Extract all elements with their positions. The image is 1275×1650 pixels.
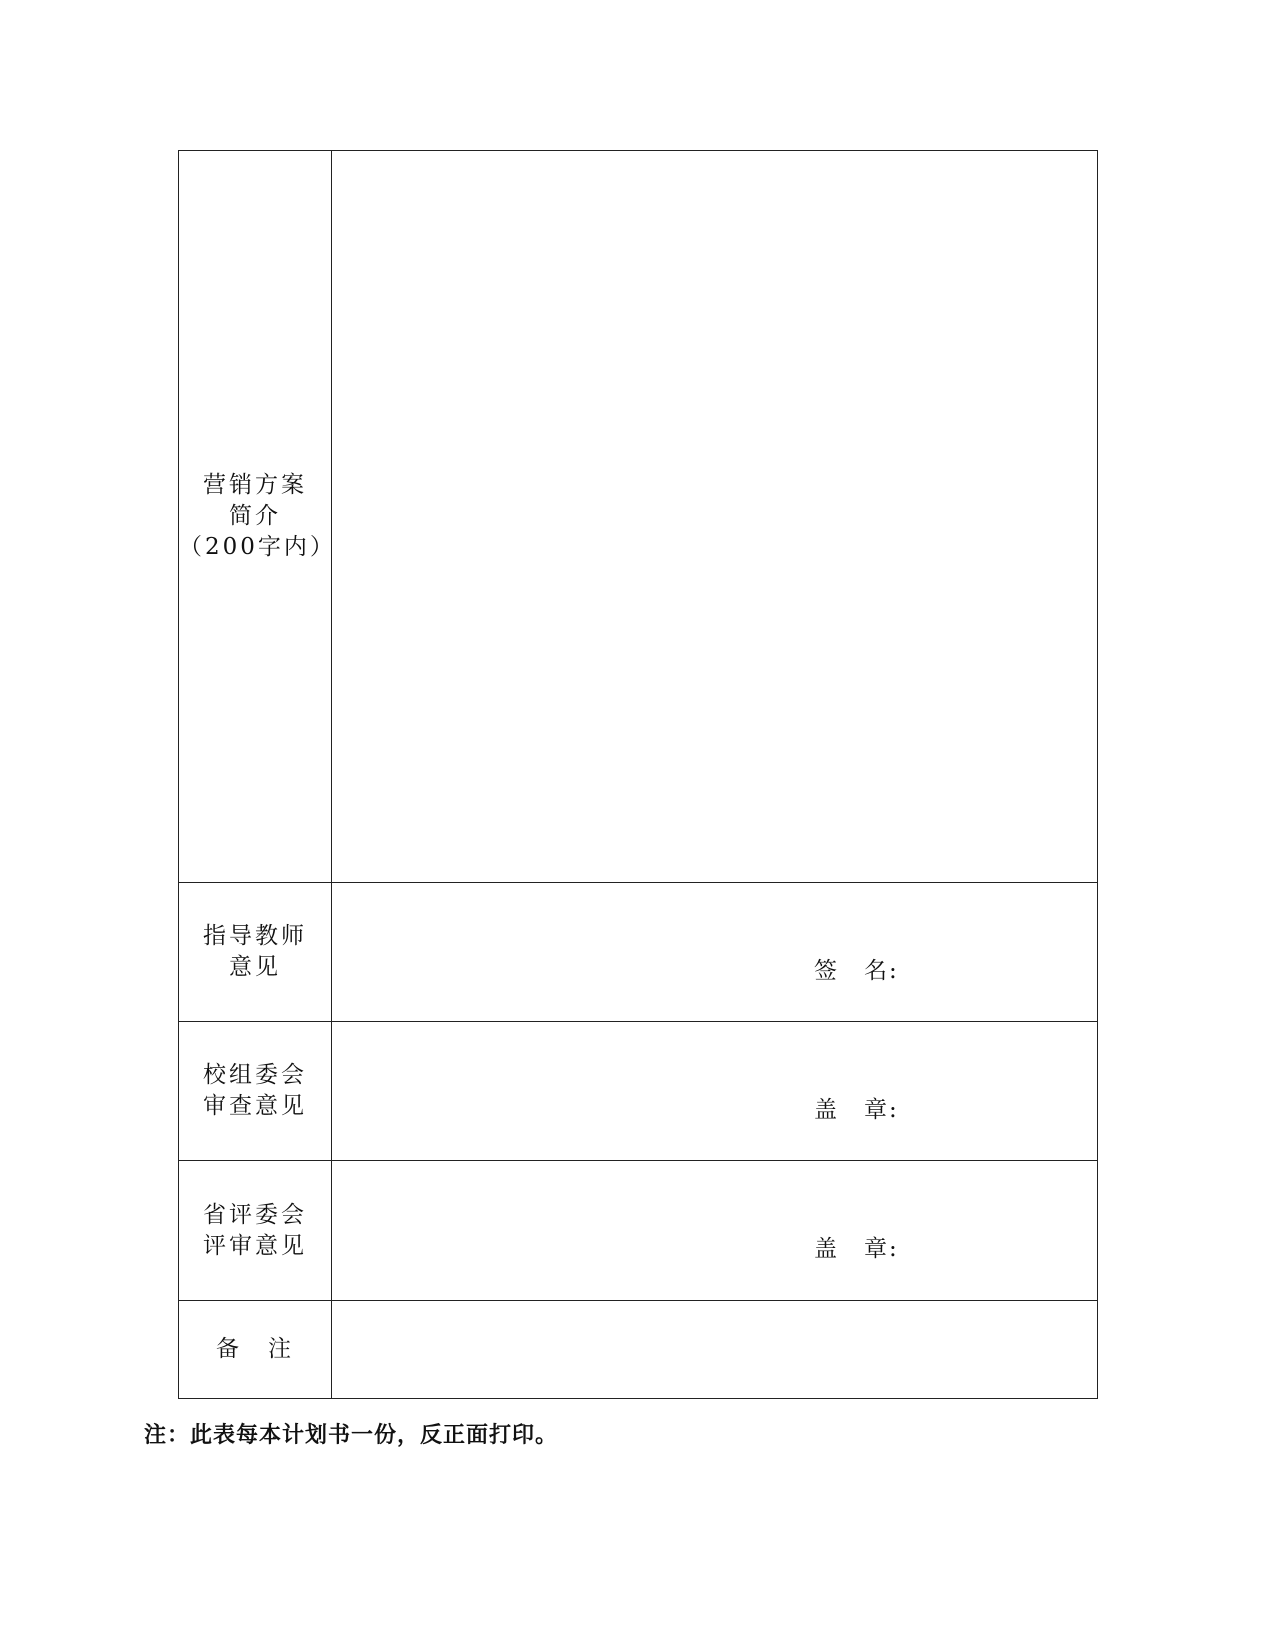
label-line: 简介 <box>229 503 281 529</box>
application-form-table <box>178 150 1098 1399</box>
remarks-field[interactable] <box>332 1301 1098 1399</box>
form-row-school-review <box>179 1022 1098 1161</box>
form-row-marketing-summary <box>179 151 1098 883</box>
province-review-label <box>179 1161 332 1301</box>
marketing-summary-field[interactable] <box>332 151 1098 883</box>
teacher-opinion-label <box>179 883 332 1022</box>
marketing-summary-label <box>179 151 336 883</box>
form-row-remarks <box>179 1301 1098 1399</box>
label-line: 指导教师 <box>203 923 307 949</box>
teacher-opinion-field[interactable] <box>332 883 1098 1022</box>
school-review-label <box>179 1022 332 1161</box>
signature-label: 签 名: <box>814 958 899 984</box>
label-line: 审查意见 <box>203 1093 307 1119</box>
label-line: 备 注 <box>216 1336 294 1362</box>
school-review-field[interactable] <box>332 1022 1098 1161</box>
province-review-field[interactable] <box>332 1161 1098 1301</box>
seal-label: 盖 章: <box>814 1236 899 1262</box>
label-line: 校组委会 <box>203 1062 307 1088</box>
form-row-province-review <box>179 1161 1098 1301</box>
label-line: 省评委会 <box>203 1201 307 1228</box>
label-line: （200字内） <box>179 534 336 560</box>
footer-note: 注：此表每本计划书一份，反正面打印。 <box>144 1423 559 1448</box>
label-line: 营销方案 <box>203 472 307 498</box>
form-row-teacher-opinion <box>179 883 1098 1022</box>
remarks-label <box>179 1301 332 1399</box>
label-line: 意见 <box>229 954 281 980</box>
seal-label: 盖 章: <box>814 1097 899 1123</box>
label-line: 评审意见 <box>203 1232 307 1259</box>
